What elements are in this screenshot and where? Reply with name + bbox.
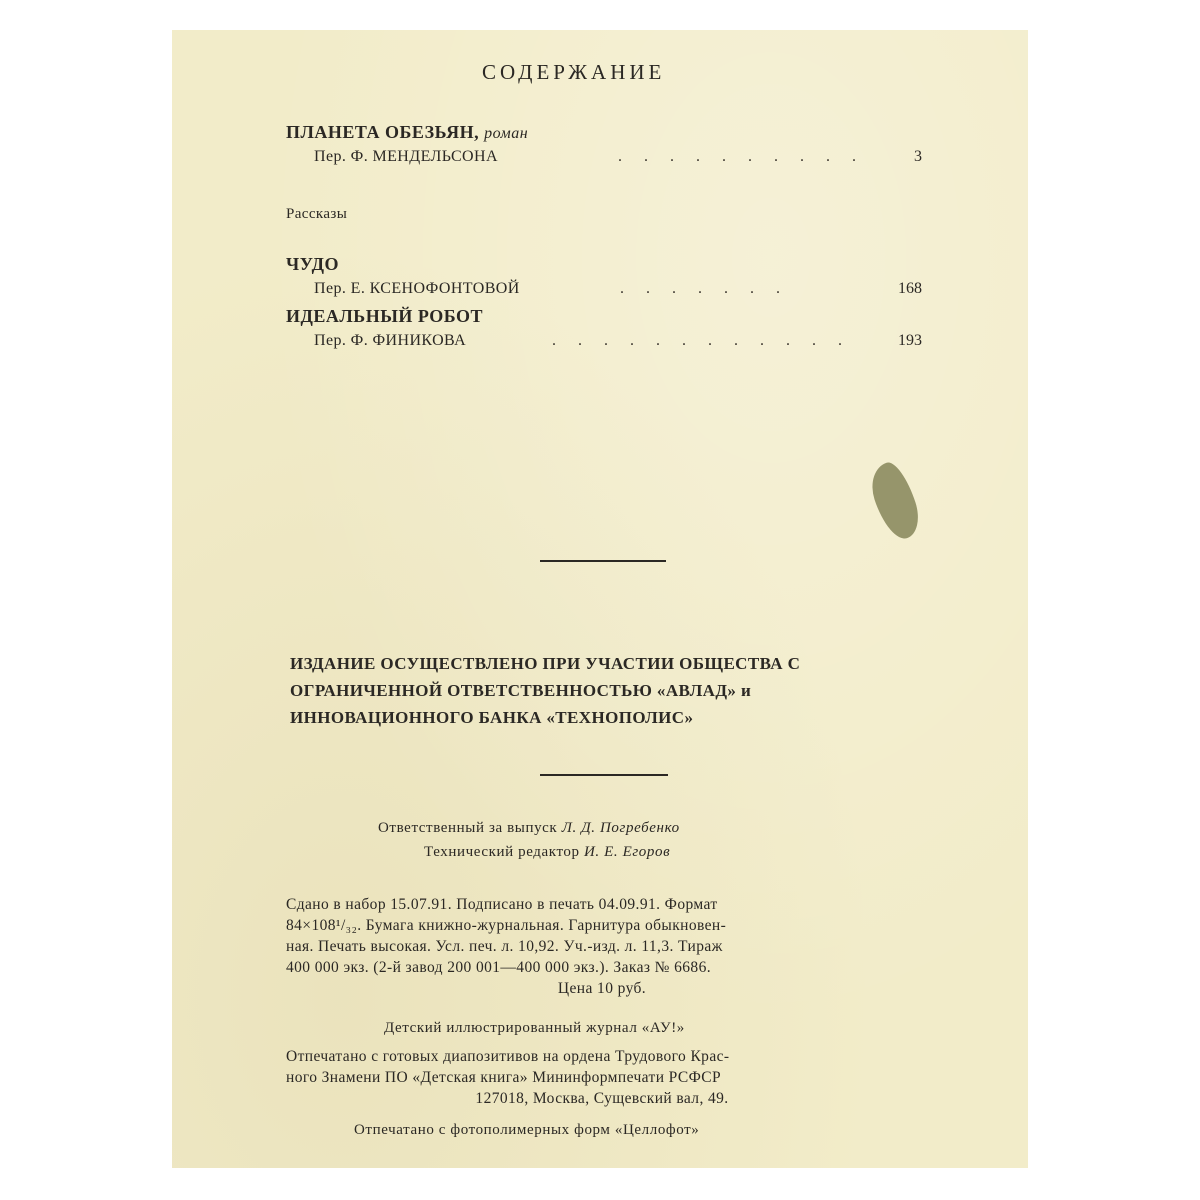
notice-line: ОГРАНИЧЕННОЙ ОТВЕТСТВЕННОСТЬЮ «АВЛАД» и bbox=[290, 681, 752, 700]
responsible-name: Л. Д. Погребенко bbox=[561, 820, 680, 836]
imprint-line: 84×108¹/₃₂. Бумага книжно-журнальная. Гарнитура обыкновен- bbox=[286, 917, 727, 934]
entry-translator: Пер. Е. КСЕНОФОНТОВОЙ bbox=[314, 280, 520, 297]
leader-dots: . . . . . . . . . . . . bbox=[552, 332, 851, 349]
leader-dots: . . . . . . . bbox=[620, 280, 789, 297]
editor-name: И. Е. Егоров bbox=[584, 844, 671, 860]
imprint-block bbox=[286, 894, 918, 999]
printer-line: ного Знамени ПО «Детская книга» Мининформпечати РСФСР bbox=[286, 1069, 722, 1086]
publication-notice bbox=[290, 650, 800, 731]
notice-line: ИЗДАНИЕ ОСУЩЕСТВЛЕНО ПРИ УЧАСТИИ ОБЩЕСТВА С bbox=[290, 654, 801, 673]
responsible-label: Ответственный за выпуск bbox=[378, 820, 558, 836]
divider-rule bbox=[540, 774, 668, 776]
editor-credit bbox=[424, 844, 670, 861]
entry-translator: Пер. Ф. МЕНДЕЛЬСОНА bbox=[314, 148, 498, 165]
section-label: Рассказы bbox=[286, 206, 348, 222]
imprint-line: Сдано в набор 15.07.91. Подписано в печать 04.09.91. Формат bbox=[286, 896, 718, 913]
imprint-line: ная. Печать высокая. Усл. печ. л. 10,92. Уч.-изд. л. 11,3. Тираж bbox=[286, 938, 723, 955]
entry-title-planet bbox=[286, 122, 528, 143]
leader-dots: . . . . . . . . . . bbox=[618, 148, 865, 165]
entry-page-number: 168 bbox=[898, 280, 922, 297]
printer-line: Отпечатано с готовых диапозитивов на ордена Трудового Крас- bbox=[286, 1048, 730, 1065]
book-page bbox=[172, 30, 1028, 1168]
entry-title-robot: ИДЕАЛЬНЫЙ РОБОТ bbox=[286, 306, 484, 326]
printer-block bbox=[286, 1046, 918, 1109]
entry-page-number: 3 bbox=[914, 148, 922, 165]
journal-line: Детский иллюстрированный журнал «АУ!» bbox=[384, 1020, 685, 1036]
paper-stain bbox=[865, 458, 925, 544]
entry-page-number: 193 bbox=[898, 332, 922, 349]
responsible-credit bbox=[378, 820, 680, 837]
price: Цена 10 руб. bbox=[557, 980, 647, 997]
imprint-line: 400 000 экз. (2-й завод 200 001—400 000 экз.). Заказ № 6686. bbox=[286, 959, 711, 976]
editor-label: Технический редактор bbox=[424, 844, 580, 860]
entry-translator: Пер. Ф. ФИНИКОВА bbox=[314, 332, 467, 349]
notice-line: ИННОВАЦИОННОГО БАНКА «ТЕХНОПОЛИС» bbox=[290, 708, 694, 727]
printer-address: 127018, Москва, Сущевский вал, 49. bbox=[475, 1090, 729, 1107]
entry-title-text: ПЛАНЕТА ОБЕЗЬЯН, bbox=[286, 122, 480, 142]
printed-forms-line: Отпечатано с фотополимерных форм «Целлофот» bbox=[354, 1122, 700, 1138]
entry-genre: роман bbox=[484, 125, 529, 142]
contents-heading: СОДЕРЖАНИЕ bbox=[482, 60, 666, 84]
entry-title-miracle: ЧУДО bbox=[286, 254, 339, 274]
divider-rule bbox=[540, 560, 666, 562]
